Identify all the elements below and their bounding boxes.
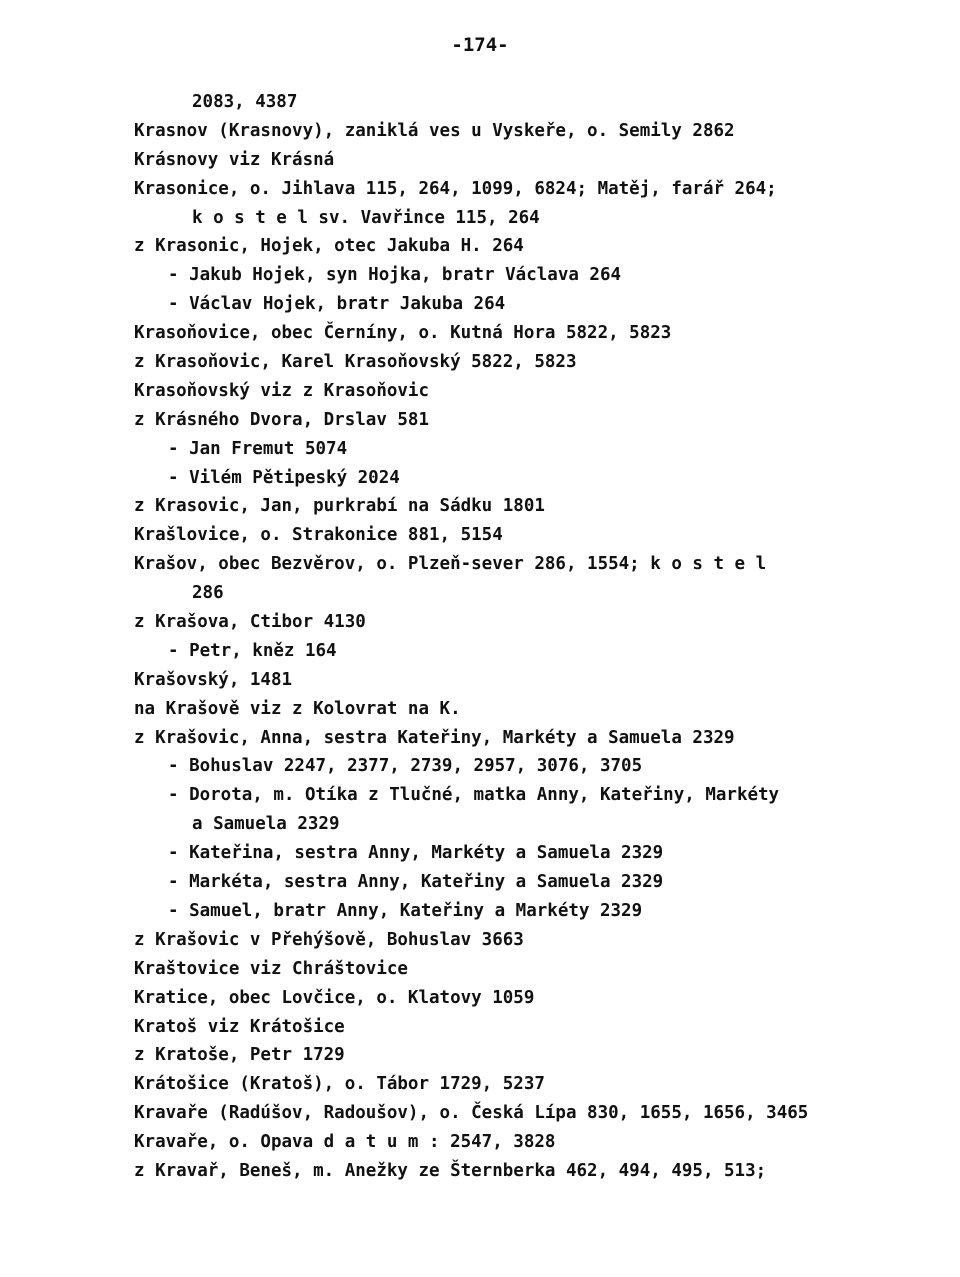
index-line: Krátošice (Kratoš), o. Tábor 1729, 5237 [134, 1074, 545, 1095]
index-line: Krasoňovice, obec Černíny, o. Kutná Hora 5822, 5823 [134, 323, 672, 344]
index-line: Kravaře (Radúšov, Radoušov), o. Česká Lípa 830, 1655, 1656, 3465 [134, 1103, 809, 1124]
index-line: z Krašovic, Anna, sestra Kateřiny, Markéty a Samuela 2329 [134, 727, 735, 748]
index-line: Kratoš viz Krátošice [134, 1016, 345, 1037]
index-line: Krasonice, o. Jihlava 115, 264, 1099, 6824; Matěj, farář 264; [134, 178, 777, 199]
index-line: Krasnov (Krasnovy), zaniklá ves u Vyskeře, o. Semily 2862 [134, 120, 735, 141]
index-line: Krašov, obec Bezvěrov, o. Plzeň-sever 286, 1554; k o s t e l [134, 554, 767, 575]
index-line: - Petr, kněz 164 [168, 640, 337, 661]
index-line: na Krašově viz z Kolovrat na K. [134, 698, 461, 719]
index-line: Kratice, obec Lovčice, o. Klatovy 1059 [134, 987, 535, 1008]
index-line: - Jakub Hojek, syn Hojka, bratr Václava 264 [168, 265, 622, 286]
index-line: z Krasoňovic, Karel Krasoňovský 5822, 5823 [134, 352, 577, 373]
index-line: - Samuel, bratr Anny, Kateřiny a Markéty 2329 [168, 900, 643, 921]
index-line: z Kratoše, Petr 1729 [134, 1045, 345, 1066]
index-line: - Dorota, m. Otíka z Tlučné, matka Anny, Kateřiny, Markéty [168, 785, 780, 806]
page-number: -174- [451, 34, 509, 56]
index-line: z Krasovic, Jan, purkrabí na Sádku 1801 [134, 496, 545, 517]
index-line: z Kravař, Beneš, m. Anežky ze Šternberka 462, 494, 495, 513; [134, 1160, 767, 1181]
index-line: z Krasonic, Hojek, otec Jakuba H. 264 [134, 236, 524, 257]
index-line: - Kateřina, sestra Anny, Markéty a Samuela 2329 [168, 843, 664, 864]
index-line: Krasoňovský viz z Krasoňovic [134, 380, 430, 401]
index-line: - Vilém Pětipeský 2024 [168, 467, 400, 488]
index-line: - Markéta, sestra Anny, Kateřiny a Samuela 2329 [168, 872, 664, 893]
index-line: - Bohuslav 2247, 2377, 2739, 2957, 3076, 3705 [168, 756, 643, 777]
index-line: 2083, 4387 [192, 92, 298, 112]
index-line: a Samuela 2329 [192, 814, 340, 835]
index-line: Krašovský, 1481 [134, 669, 293, 690]
index-line: Kraštovice viz Chráštovice [134, 958, 408, 979]
index-entries [134, 88, 934, 1186]
index-line: z Krašova, Ctibor 4130 [134, 612, 366, 633]
index-line: k o s t e l sv. Vavřince 115, 264 [192, 207, 540, 228]
index-line: 286 [192, 583, 224, 604]
index-line: Krašlovice, o. Strakonice 881, 5154 [134, 525, 503, 546]
index-line: Kravaře, o. Opava d a t u m : 2547, 3828 [134, 1132, 556, 1153]
index-line: z Krašovic v Přehýšově, Bohuslav 3663 [134, 929, 524, 950]
index-line: Krásnovy viz Krásná [134, 149, 335, 170]
index-line: z Krásného Dvora, Drslav 581 [134, 409, 430, 430]
index-line: - Václav Hojek, bratr Jakuba 264 [168, 294, 506, 315]
index-line: - Jan Fremut 5074 [168, 438, 348, 459]
